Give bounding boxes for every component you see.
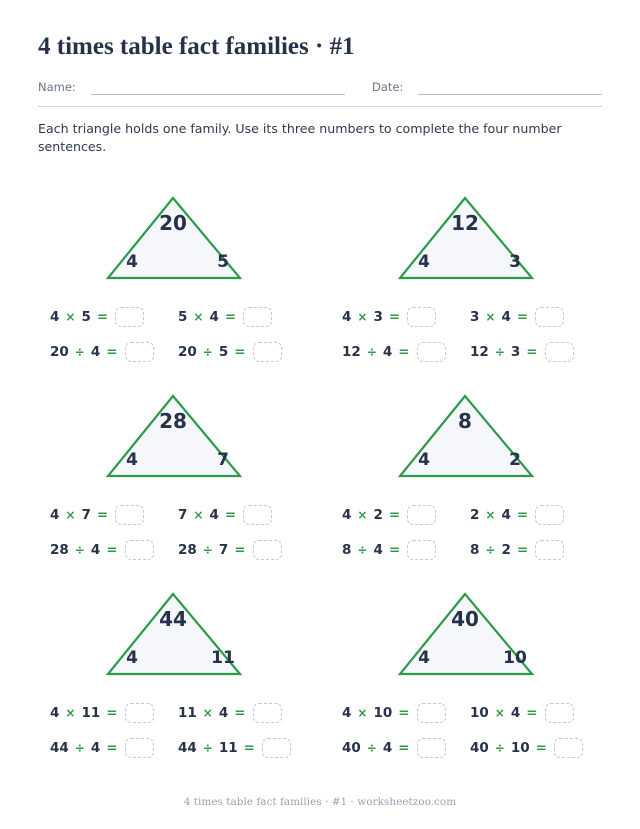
divide-sign: ÷ [357, 543, 368, 557]
operand-b: 4 [373, 542, 383, 558]
number-sentence [178, 702, 282, 724]
operand-b: 4 [501, 309, 511, 325]
triangle-left-number: 4 [418, 450, 430, 470]
equals-sign: = [234, 705, 246, 721]
equals-sign: = [234, 344, 246, 360]
equals-sign: = [516, 542, 529, 558]
number-sentence [342, 539, 436, 561]
number-sentence [342, 341, 446, 363]
triangle-top-number: 28 [159, 409, 187, 433]
number-sentence [50, 306, 144, 328]
operand-b: 11 [218, 740, 238, 756]
operand-a: 4 [50, 507, 60, 523]
number-sentence [470, 504, 564, 526]
triangle-right-number: 3 [509, 252, 521, 272]
number-sentence [470, 702, 574, 724]
multiply-sign: × [65, 310, 76, 324]
operand-a: 44 [178, 740, 197, 756]
answer-box[interactable] [115, 505, 144, 525]
answer-box[interactable] [243, 505, 272, 525]
answer-box[interactable] [545, 342, 574, 362]
equals-sign: = [535, 740, 547, 756]
number-sentence [342, 702, 446, 724]
footer: 4 times table fact families · #1 · worksheetzoo.com [183, 796, 457, 808]
equals-sign: = [388, 309, 401, 325]
operand-a: 28 [178, 542, 197, 558]
equals-sign: = [526, 705, 538, 721]
operand-a: 3 [470, 309, 480, 325]
fact-family [330, 592, 620, 782]
divide-sign: ÷ [74, 741, 85, 755]
fact-family [38, 394, 328, 584]
operand-b: 4 [382, 344, 393, 360]
operand-b: 4 [382, 740, 393, 756]
answer-box[interactable] [417, 703, 446, 723]
answer-box[interactable] [253, 703, 282, 723]
triangle-right-number: 7 [217, 450, 229, 470]
number-sentence [50, 539, 154, 561]
equals-sign: = [516, 507, 529, 523]
multiply-sign: × [494, 706, 505, 720]
operand-b: 3 [373, 309, 383, 325]
answer-box[interactable] [535, 307, 564, 327]
divide-sign: ÷ [366, 741, 377, 755]
page-title: 4 times table fact families · #1 [38, 33, 355, 60]
triangle-left-number: 4 [418, 252, 430, 272]
triangle-top-number: 20 [159, 211, 187, 235]
operand-b: 2 [373, 507, 383, 523]
number-sentence [470, 539, 564, 561]
equals-sign: = [526, 344, 538, 360]
triangle-top-number: 8 [458, 409, 472, 433]
equals-sign: = [96, 507, 109, 523]
number-sentence [342, 306, 436, 328]
answer-box[interactable] [407, 540, 436, 560]
multiply-sign: × [65, 508, 76, 522]
number-sentence [50, 504, 144, 526]
name-field[interactable] [91, 94, 345, 95]
operand-a: 7 [178, 507, 188, 523]
divide-sign: ÷ [202, 345, 213, 359]
number-sentence [342, 504, 436, 526]
number-sentence [470, 737, 583, 759]
operand-a: 4 [50, 309, 60, 325]
divide-sign: ÷ [202, 543, 213, 557]
fact-family [330, 196, 620, 386]
date-label: Date: [372, 80, 404, 94]
triangle-right-number: 11 [211, 648, 235, 668]
equals-sign: = [106, 705, 118, 721]
answer-box[interactable] [115, 307, 144, 327]
operand-b: 5 [81, 309, 91, 325]
equals-sign: = [398, 705, 410, 721]
multiply-sign: × [193, 508, 204, 522]
divide-sign: ÷ [74, 543, 85, 557]
number-sentence [470, 306, 564, 328]
operand-a: 11 [178, 705, 197, 721]
equals-sign: = [398, 344, 410, 360]
equals-sign: = [96, 309, 109, 325]
operand-a: 20 [50, 344, 69, 360]
operand-b: 7 [81, 507, 91, 523]
equals-sign: = [106, 740, 118, 756]
operand-a: 8 [470, 542, 480, 558]
divide-sign: ÷ [366, 345, 377, 359]
equals-sign: = [224, 507, 237, 523]
operand-b: 4 [209, 309, 219, 325]
equals-sign: = [106, 344, 118, 360]
operand-b: 5 [218, 344, 229, 360]
header-divider [38, 106, 602, 107]
operand-b: 11 [81, 705, 101, 721]
operand-a: 10 [470, 705, 489, 721]
fact-family [38, 592, 328, 782]
operand-b: 2 [501, 542, 511, 558]
multiply-sign: × [485, 508, 496, 522]
number-sentence [178, 539, 282, 561]
operand-b: 4 [501, 507, 511, 523]
answer-box[interactable] [125, 540, 154, 560]
triangle-top-number: 44 [159, 607, 187, 631]
triangle-right-number: 5 [217, 252, 229, 272]
equals-sign: = [224, 309, 237, 325]
number-sentence [50, 737, 154, 759]
divide-sign: ÷ [485, 543, 496, 557]
operand-a: 4 [342, 507, 352, 523]
operand-a: 12 [342, 344, 361, 360]
operand-b: 10 [373, 705, 393, 721]
operand-b: 4 [209, 507, 219, 523]
operand-a: 28 [50, 542, 69, 558]
operand-b: 4 [510, 705, 521, 721]
multiply-sign: × [357, 508, 368, 522]
multiply-sign: × [485, 310, 496, 324]
multiply-sign: × [357, 706, 368, 720]
answer-box[interactable] [253, 540, 282, 560]
answer-box[interactable] [535, 540, 564, 560]
operand-b: 10 [510, 740, 530, 756]
operand-a: 4 [342, 309, 352, 325]
divide-sign: ÷ [202, 741, 213, 755]
number-sentence [50, 702, 154, 724]
equals-sign: = [388, 542, 401, 558]
answer-box[interactable] [545, 703, 574, 723]
multiply-sign: × [193, 310, 204, 324]
answer-box[interactable] [243, 307, 272, 327]
equals-sign: = [243, 740, 255, 756]
number-sentence [178, 737, 291, 759]
answer-box[interactable] [417, 342, 446, 362]
answer-box[interactable] [125, 738, 154, 758]
equals-sign: = [234, 542, 246, 558]
triangle-top-number: 40 [451, 607, 479, 631]
answer-box[interactable] [253, 342, 282, 362]
operand-b: 7 [218, 542, 229, 558]
equals-sign: = [398, 740, 410, 756]
divide-sign: ÷ [494, 741, 505, 755]
multiply-sign: × [202, 706, 213, 720]
operand-a: 20 [178, 344, 197, 360]
operand-b: 3 [510, 344, 521, 360]
number-sentence [178, 504, 272, 526]
triangle-left-number: 4 [126, 252, 138, 272]
number-sentence [470, 341, 574, 363]
name-label: Name: [38, 80, 76, 94]
operand-b: 4 [90, 542, 101, 558]
number-sentence [178, 306, 272, 328]
divide-sign: ÷ [74, 345, 85, 359]
answer-box[interactable] [407, 505, 436, 525]
triangle-left-number: 4 [418, 648, 430, 668]
answer-box[interactable] [554, 738, 583, 758]
triangle-right-number: 10 [503, 648, 527, 668]
operand-b: 4 [218, 705, 229, 721]
operand-a: 5 [178, 309, 188, 325]
date-field[interactable] [418, 94, 602, 95]
triangle-top-number: 12 [451, 211, 479, 235]
answer-box[interactable] [535, 505, 564, 525]
fact-family [330, 394, 620, 584]
operand-a: 44 [50, 740, 69, 756]
operand-a: 12 [470, 344, 489, 360]
number-sentence [342, 737, 446, 759]
multiply-sign: × [357, 310, 368, 324]
equals-sign: = [388, 507, 401, 523]
operand-a: 40 [470, 740, 489, 756]
divide-sign: ÷ [494, 345, 505, 359]
equals-sign: = [106, 542, 118, 558]
triangle-left-number: 4 [126, 648, 138, 668]
multiply-sign: × [65, 706, 76, 720]
answer-box[interactable] [125, 703, 154, 723]
operand-a: 4 [342, 705, 352, 721]
answer-box[interactable] [417, 738, 446, 758]
answer-box[interactable] [125, 342, 154, 362]
triangle-left-number: 4 [126, 450, 138, 470]
equals-sign: = [516, 309, 529, 325]
fact-family [38, 196, 328, 386]
operand-a: 8 [342, 542, 352, 558]
number-sentence [178, 341, 282, 363]
operand-b: 4 [90, 344, 101, 360]
operand-a: 40 [342, 740, 361, 756]
operand-b: 4 [90, 740, 101, 756]
answer-box[interactable] [262, 738, 291, 758]
answer-box[interactable] [407, 307, 436, 327]
triangle-right-number: 2 [509, 450, 521, 470]
operand-a: 2 [470, 507, 480, 523]
operand-a: 4 [50, 705, 60, 721]
number-sentence [50, 341, 154, 363]
instructions: Each triangle holds one family. Use its three numbers to complete the four number sentences. [38, 121, 562, 154]
